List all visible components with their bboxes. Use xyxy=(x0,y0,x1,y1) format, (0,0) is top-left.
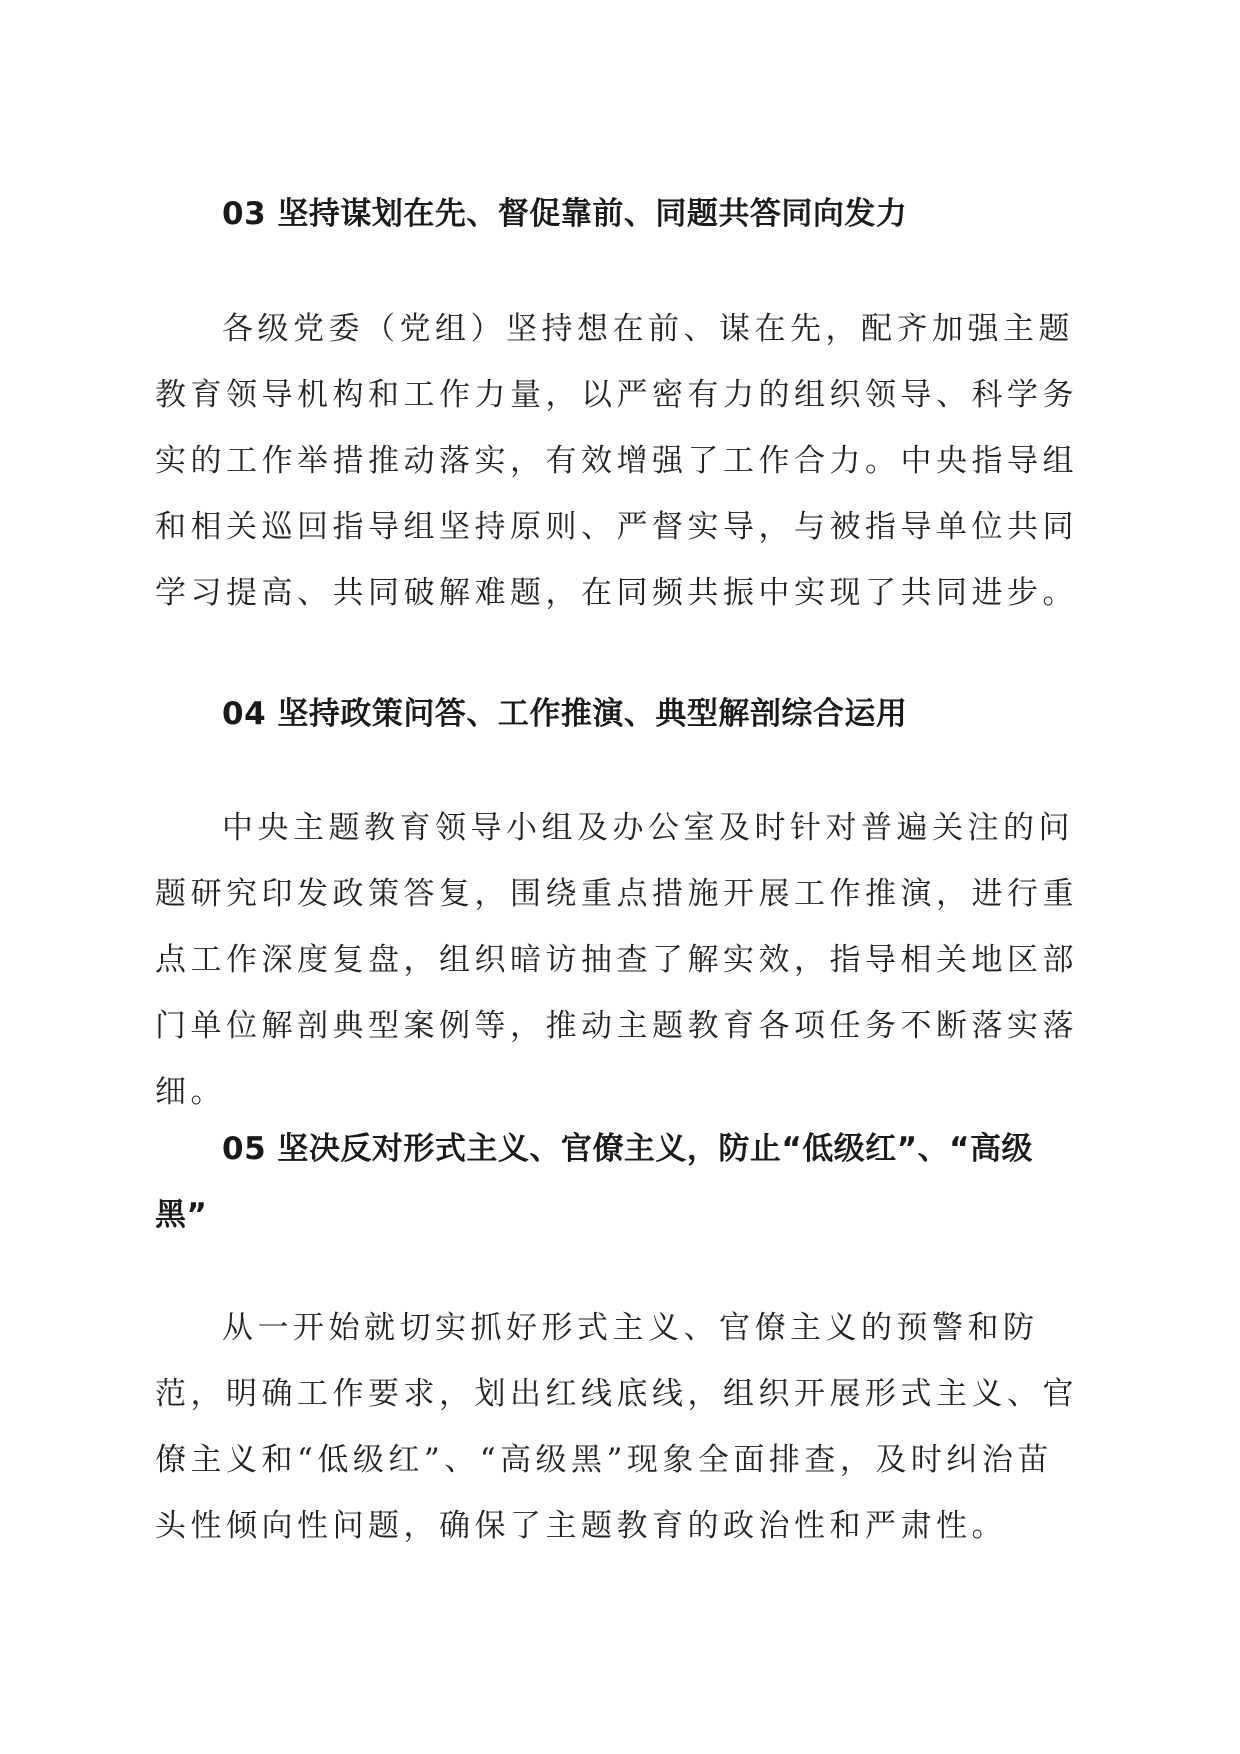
section-paragraph-03: 各级党委（党组）坚持想在前、谋在先，配齐加强主题教育领导机构和工作力量，以严密有力的组织领导、科学务实的工作举措推动落实，有效增强了工作合力。中央指导组和相关巡回指导组坚持原则、严督实导，与被指导单位共同学习提高、共同破解难题，在同频共振中实现了共同进步。 xyxy=(155,311,1078,611)
section-paragraph-04: 中央主题教育领导小组及办公室及时针对普遍关注的问题研究印发政策答复，围绕重点措施开展工作推演，进行重点工作深度复盘，组织暗访抽查了解实效，指导相关地区部门单位解剖典型案例等，推动主题教育各项任务不断落实落细。 xyxy=(155,810,1078,1110)
section-heading-03: 03 坚持谋划在先、督促靠前、同题共答同向发力 xyxy=(222,196,908,232)
section-heading-04: 04 坚持政策问答、工作推演、典型解剖综合运用 xyxy=(222,696,908,732)
section-heading-05: 05 坚决反对形式主义、官僚主义，防止“低级红”、“高级黑” xyxy=(155,1131,1034,1233)
section-paragraph-05: 从一开始就切实抓好形式主义、官僚主义的预警和防范，明确工作要求，划出红线底线，组织开展形式主义、官僚主义和“低级红”、“高级黑”现象全面排查，及时纠治苗头性倾向性问题，确保了主题教育的政治性和严肃性。 xyxy=(155,1310,1078,1544)
